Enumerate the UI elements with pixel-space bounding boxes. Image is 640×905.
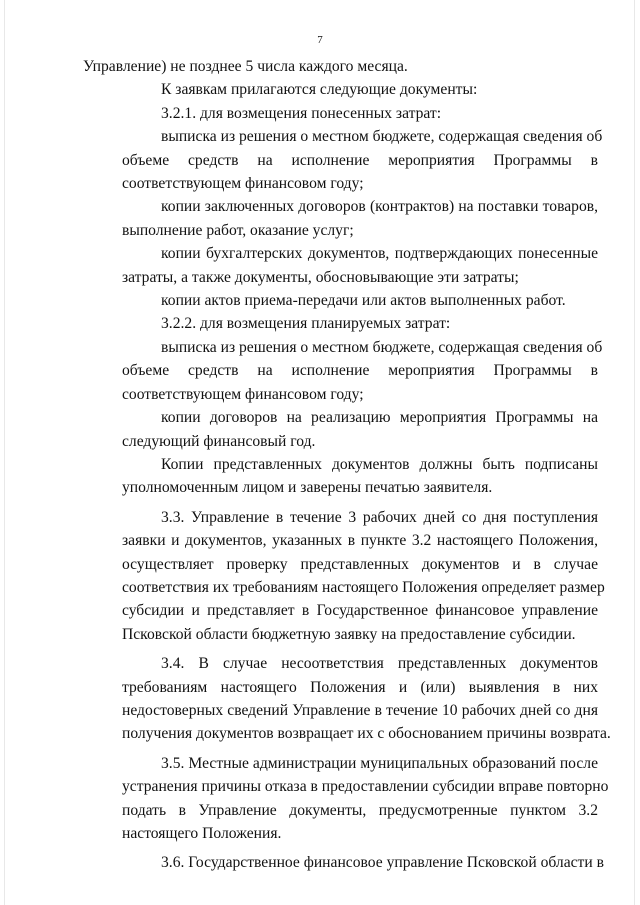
- text-line: 3.3. Управление в течение 3 рабочих дней со дня поступления: [161, 508, 598, 526]
- text-line: настоящего Положения.: [122, 825, 282, 842]
- text-line: соответствующем финансовом году;: [122, 385, 364, 403]
- text-line: Копии представленных документов должны быть подписаны: [161, 455, 598, 473]
- text-line: подать в Управление документы, предусмотренные пунктом 3.2: [122, 801, 598, 819]
- text-line: выполнение работ, оказание услуг;: [122, 221, 354, 239]
- text-line: недостоверных сведений Управление в течение 10 рабочих дней со дня: [122, 701, 598, 719]
- text-line: получения документов возвращает их с обоснованием причины возврата.: [122, 725, 611, 743]
- text-line: выписка из решения о местном бюджете, содержащая сведения об: [161, 338, 603, 356]
- text-line: затраты, а также документы, обосновывающие эти затраты;: [122, 268, 519, 286]
- text-line: Управление) не позднее 5 числа каждого месяца.: [83, 58, 408, 75]
- text-line: копии бухгалтерских документов, подтверждающих понесенные: [161, 245, 598, 263]
- text-line: 3.2.2. для возмещения планируемых затрат:: [161, 315, 451, 333]
- text-line: Псковской области бюджетную заявку на предоставление субсидии.: [122, 625, 576, 643]
- text-line: заявки и документов, указанных в пункте 3.2 настоящего Положения,: [122, 532, 598, 550]
- text-line: 3.2.1. для возмещения понесенных затрат:: [161, 104, 442, 122]
- text-line: 3.4. В случае несоответствия представленных документов: [161, 655, 598, 673]
- scan-edge-left: [4, 0, 5, 905]
- paragraph: [83, 78, 598, 101]
- text-line: 3.5. Местные администрации муниципальных образований после: [161, 754, 598, 772]
- paragraph: [83, 125, 603, 195]
- page-number: 7: [317, 34, 323, 46]
- paragraph: [83, 652, 611, 746]
- text-line: требованиям настоящего Положения и (или) выявления в них: [122, 678, 598, 696]
- paragraph: [83, 55, 598, 78]
- text-line: копии актов приема-передачи или актов выполненных работ.: [161, 292, 566, 310]
- document-body: [83, 55, 611, 875]
- text-line: субсидии и представляет в Государственное финансовое управление: [122, 602, 598, 620]
- text-line: устранения причины отказа в предоставлении субсидии вправе повторно: [122, 778, 609, 796]
- text-line: осуществляет проверку представленных документов и в случае: [122, 555, 598, 573]
- text-line: соответствующем финансовом году;: [122, 175, 364, 193]
- text-line: объеме средств на исполнение мероприятия Программы в: [122, 362, 598, 380]
- text-line: соответствия их требованиям настоящего Положения определяет размер: [122, 578, 605, 596]
- paragraph: [83, 289, 598, 312]
- text-line: копии заключенных договоров (контрактов) на поставки товаров,: [161, 198, 598, 216]
- paragraph: [83, 406, 598, 453]
- text-line: следующий финансовый год.: [122, 432, 316, 450]
- text-line: К заявкам прилагаются следующие документы:: [161, 81, 478, 99]
- paragraph: [83, 851, 604, 874]
- paragraph: [83, 242, 598, 289]
- text-line: уполномоченным лицом и заверены печатью заявителя.: [122, 479, 493, 497]
- paragraph: [83, 336, 603, 406]
- text-line: объеме средств на исполнение мероприятия Программы в: [122, 151, 598, 169]
- scan-edge-right: [634, 0, 635, 905]
- paragraph: [83, 312, 598, 335]
- paragraph: [83, 752, 609, 846]
- text-line: копии договоров на реализацию мероприятия Программы на: [161, 409, 598, 427]
- paragraph: [83, 102, 598, 125]
- paragraph: [83, 195, 598, 242]
- paragraph: [83, 453, 598, 500]
- text-line: 3.6. Государственное финансовое управление Псковской области в: [161, 854, 604, 872]
- paragraph: [83, 506, 605, 646]
- text-line: выписка из решения о местном бюджете, содержащая сведения об: [161, 128, 603, 146]
